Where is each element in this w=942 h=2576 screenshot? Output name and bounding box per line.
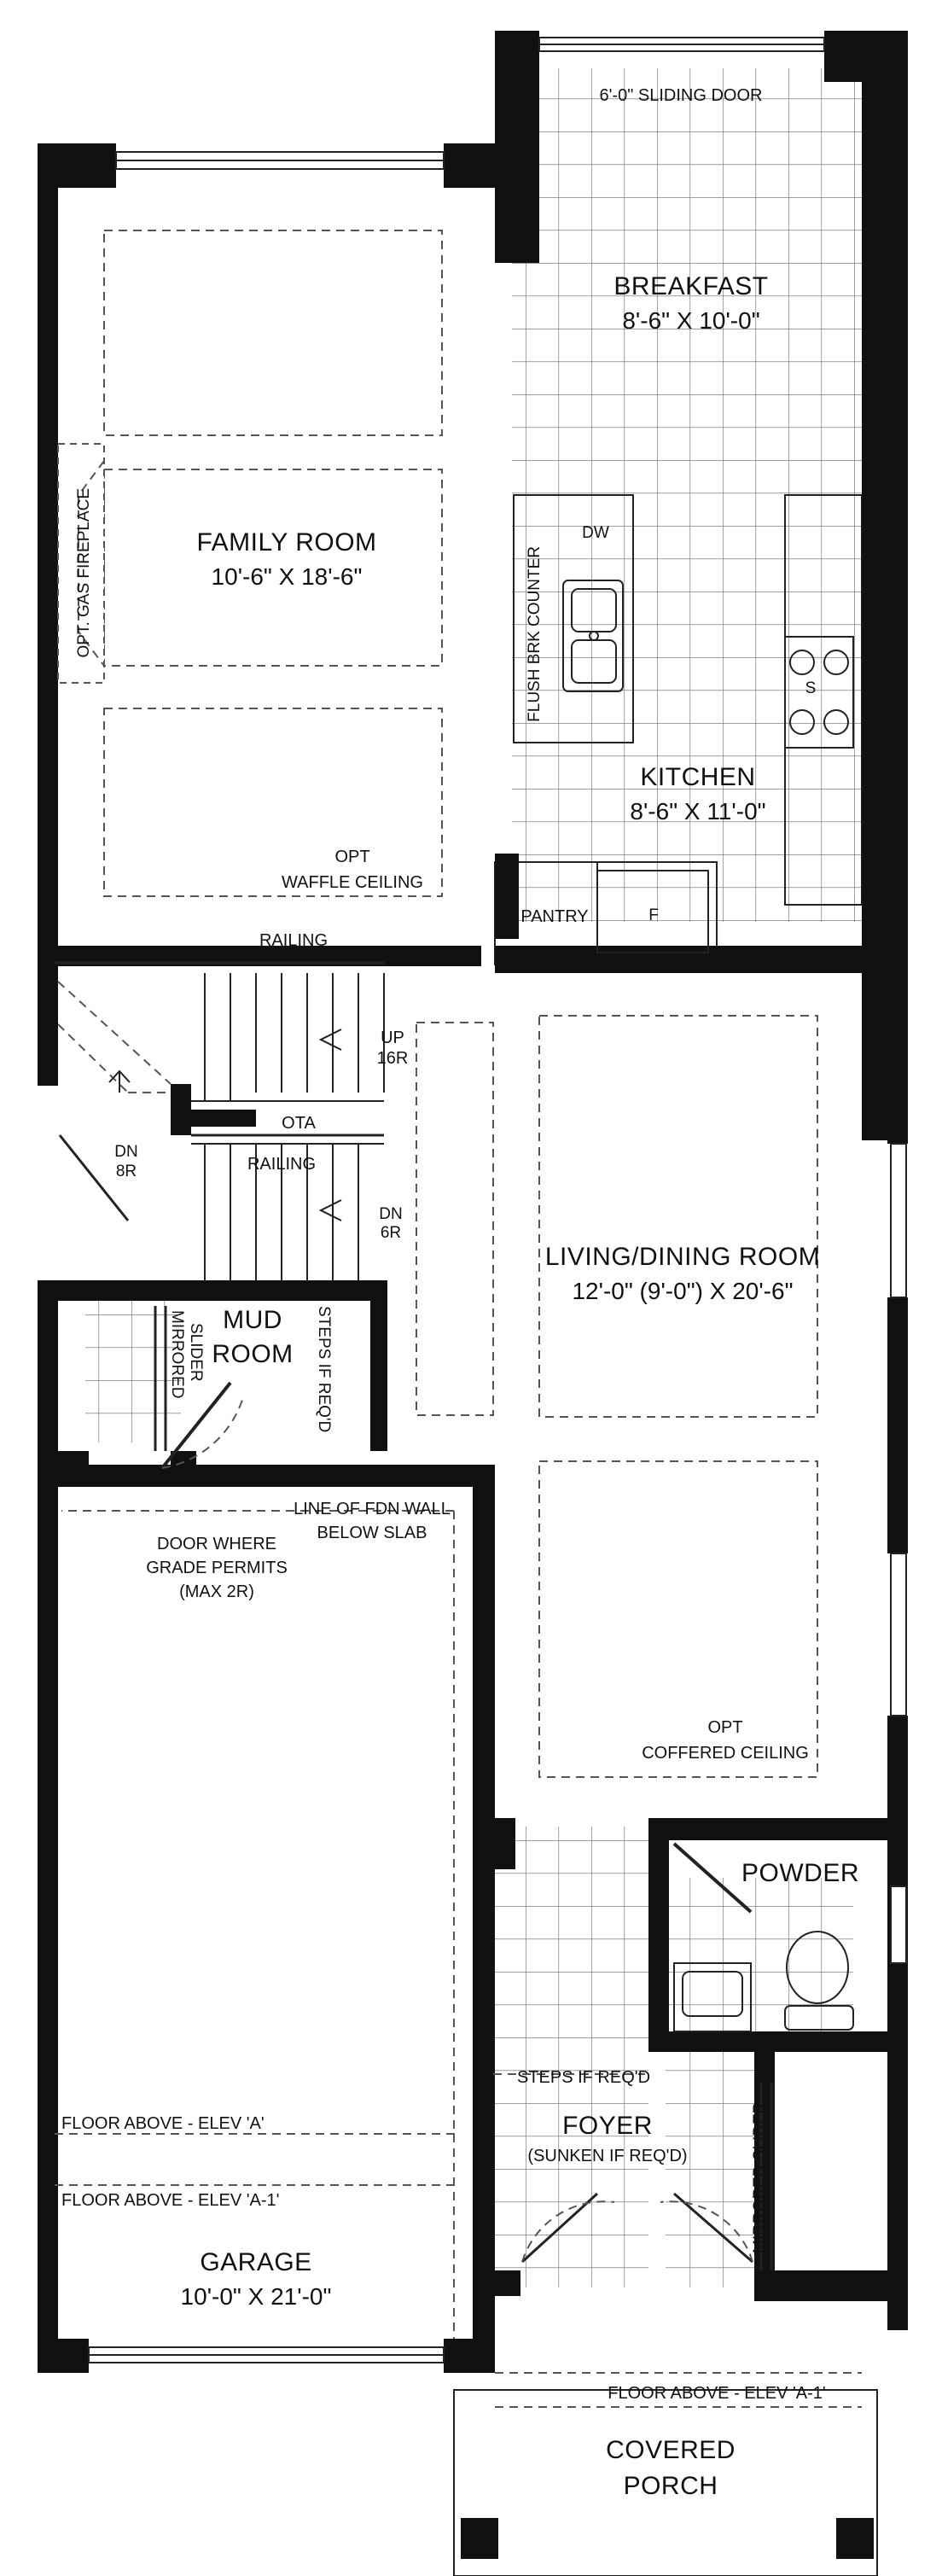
mud-room-line1: MUD — [223, 1306, 282, 1334]
floor-above-a1-garage-label: FLOOR ABOVE - ELEV 'A-1' — [61, 2191, 280, 2210]
dn-left-risers-label: 8R — [115, 1163, 137, 1180]
garage-dims: 10'-0" X 21'-0" — [180, 2283, 332, 2310]
coffered-ceiling-label: COFFERED CEILING — [642, 1744, 809, 1763]
door-where-line1: DOOR WHERE — [157, 1535, 276, 1553]
foyer-note: (SUNKEN IF REQ'D) — [527, 2147, 688, 2165]
family-room-dims: 10'-6" X 18'-6" — [211, 563, 363, 590]
railing-mid-label: RAILING — [247, 1155, 317, 1174]
flush-brk-counter-label: FLUSH BRK COUNTER — [526, 546, 544, 722]
dn-right-label: DN — [379, 1205, 403, 1223]
kitchen-name: KITCHEN — [640, 763, 756, 791]
fridge-label: F — [648, 906, 659, 924]
waffle-ceiling-label: WAFFLE CEILING — [282, 873, 423, 892]
family-room-name: FAMILY ROOM — [196, 528, 377, 557]
fdn-wall-line1: LINE OF FDN WALL — [294, 1500, 451, 1518]
door-where-line3: (MAX 2R) — [179, 1582, 254, 1601]
mud-room-line2: ROOM — [212, 1340, 294, 1368]
railing-top-label: RAILING — [259, 931, 329, 950]
porch-line2: PORCH — [623, 2472, 718, 2500]
living-dining-name: LIVING/DINING ROOM — [544, 1243, 821, 1271]
porch-line1: COVERED — [606, 2436, 736, 2464]
mud-steps-label: STEPS IF REQ'D — [315, 1306, 333, 1433]
powder-name: POWDER — [741, 1859, 859, 1887]
dn-right-risers-label: 6R — [380, 1224, 402, 1242]
dishwasher-label: DW — [582, 524, 609, 542]
garage-name: GARAGE — [200, 2248, 312, 2276]
kitchen-dims: 8'-6" X 11'-0" — [630, 798, 766, 825]
door-where-line2: GRADE PERMITS — [146, 1559, 288, 1577]
breakfast-name: BREAKFAST — [613, 272, 769, 300]
foyer-name: FOYER — [562, 2112, 653, 2140]
up-risers-label: 16R — [376, 1049, 409, 1068]
breakfast-dims: 8'-6" X 10'-0" — [622, 307, 760, 334]
waffle-opt-label: OPT — [334, 848, 370, 866]
living-dining-dims: 12'-0" (9'-0") X 20'-6" — [572, 1278, 794, 1304]
up-label: UP — [381, 1029, 404, 1047]
mud-slider-label: SLIDER — [187, 1323, 205, 1382]
dn-left-label: DN — [114, 1143, 138, 1161]
foyer-steps-label: STEPS IF REQ'D — [516, 2068, 651, 2087]
fdn-wall-line2: BELOW SLAB — [317, 1524, 427, 1542]
stove-label: S — [805, 679, 817, 697]
sliding-door-label: 6'-0" SLIDING DOOR — [599, 86, 763, 105]
coffered-opt-label: OPT — [707, 1718, 743, 1737]
ota-label: OTA — [282, 1114, 316, 1133]
opt-gas-fireplace-label: OPT. GAS FIREPLACE — [75, 488, 93, 658]
floor-above-a1-porch-label: FLOOR ABOVE - ELEV 'A-1' — [608, 2384, 826, 2403]
foyer-mirrored-slider-label: MIRRORED SLIDER — [751, 2101, 769, 2253]
floor-above-a-label: FLOOR ABOVE - ELEV 'A' — [61, 2114, 265, 2133]
mud-mirrored-label: MIRRORED — [168, 1310, 186, 1399]
pantry-label: PANTRY — [520, 907, 589, 926]
